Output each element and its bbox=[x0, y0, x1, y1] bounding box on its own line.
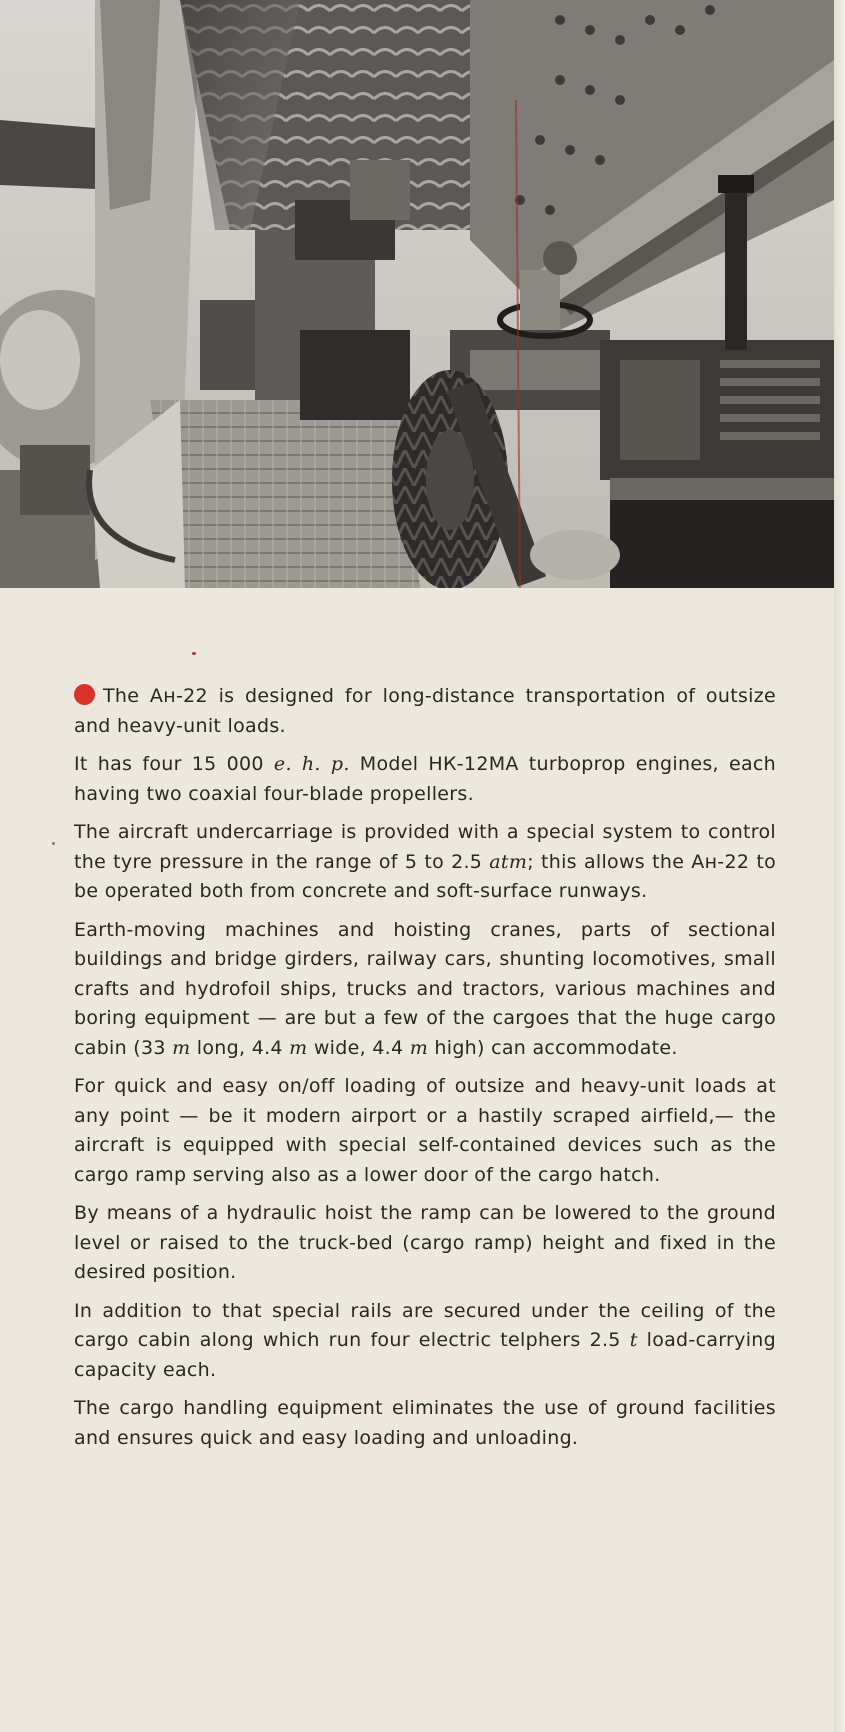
text-segment: The aircraft undercarriage is provided with a special system to control the tyre pressure in the range of 5 to 2.5 bbox=[74, 821, 776, 873]
text-segment: By means of a hydraulic hoist the ramp can be lowered to the ground level or raised to the truck-bed (cargo ramp) height and fixed in the desired position. bbox=[74, 1202, 776, 1283]
text-segment: For quick and easy on/off loading of outsize and heavy-unit loads at any point — be it modern airport or a hastily scraped airfield,— the aircraft is equipped with special self-contained devices such as the cargo ramp serving also as a lower door of the cargo hatch. bbox=[74, 1075, 776, 1186]
text-segment: The Ан-22 is designed for long-distance transportation of outsize and heavy-unit loads. bbox=[74, 685, 776, 737]
italic-unit: atm bbox=[489, 850, 528, 873]
italic-unit: m bbox=[409, 1036, 429, 1059]
cargo-cabin-photo bbox=[0, 0, 834, 588]
paper-speck bbox=[52, 842, 55, 845]
paragraph bbox=[74, 682, 776, 741]
italic-unit: m bbox=[289, 1036, 308, 1059]
text-segment: The cargo handling equipment eliminates the use of ground facilities and ensures quick and easy loading and unloading. bbox=[74, 1397, 776, 1449]
article-text bbox=[74, 682, 776, 1462]
page-fold-shadow bbox=[834, 0, 845, 1732]
text-segment: long, 4.4 bbox=[190, 1036, 290, 1059]
paragraph bbox=[74, 1072, 776, 1190]
paragraph bbox=[74, 750, 776, 809]
paragraph bbox=[74, 916, 776, 1064]
text-segment: Earth-moving machines and hoisting cranes, parts of sectional buildings and bridge girders, railway cars, shunting locomotives, small crafts and hydrofoil ships, trucks and tractors, various machines and boring equipment — are but a few of the cargoes that the huge cargo cabin (33 bbox=[74, 918, 776, 1059]
text-segment: In addition to that special rails are secured under the ceiling of the cargo cabin along which run four electric telphers 2.5 bbox=[74, 1299, 776, 1351]
paragraph bbox=[74, 1199, 776, 1288]
red-bullet-icon bbox=[74, 684, 95, 705]
paragraph bbox=[74, 1394, 776, 1453]
text-segment: It has four 15 000 bbox=[74, 753, 274, 775]
text-segment: wide, 4.4 bbox=[307, 1036, 410, 1059]
paragraph bbox=[74, 818, 776, 907]
text-segment: load-carrying capacity each. bbox=[74, 1329, 776, 1381]
text-segment: high) can accommodate. bbox=[428, 1036, 678, 1059]
paragraph bbox=[74, 1297, 776, 1386]
text-segment: ; this allows the Ан-22 to be operated both from concrete and soft-surface runways. bbox=[74, 850, 776, 902]
italic-unit: e. h. p. bbox=[273, 753, 350, 775]
italic-unit: m bbox=[172, 1036, 191, 1059]
text-segment: Model НК-12МА turboprop engines, each having two coaxial four-blade propellers. bbox=[74, 753, 776, 805]
italic-unit: t bbox=[629, 1329, 638, 1351]
paper-speck bbox=[192, 652, 196, 655]
